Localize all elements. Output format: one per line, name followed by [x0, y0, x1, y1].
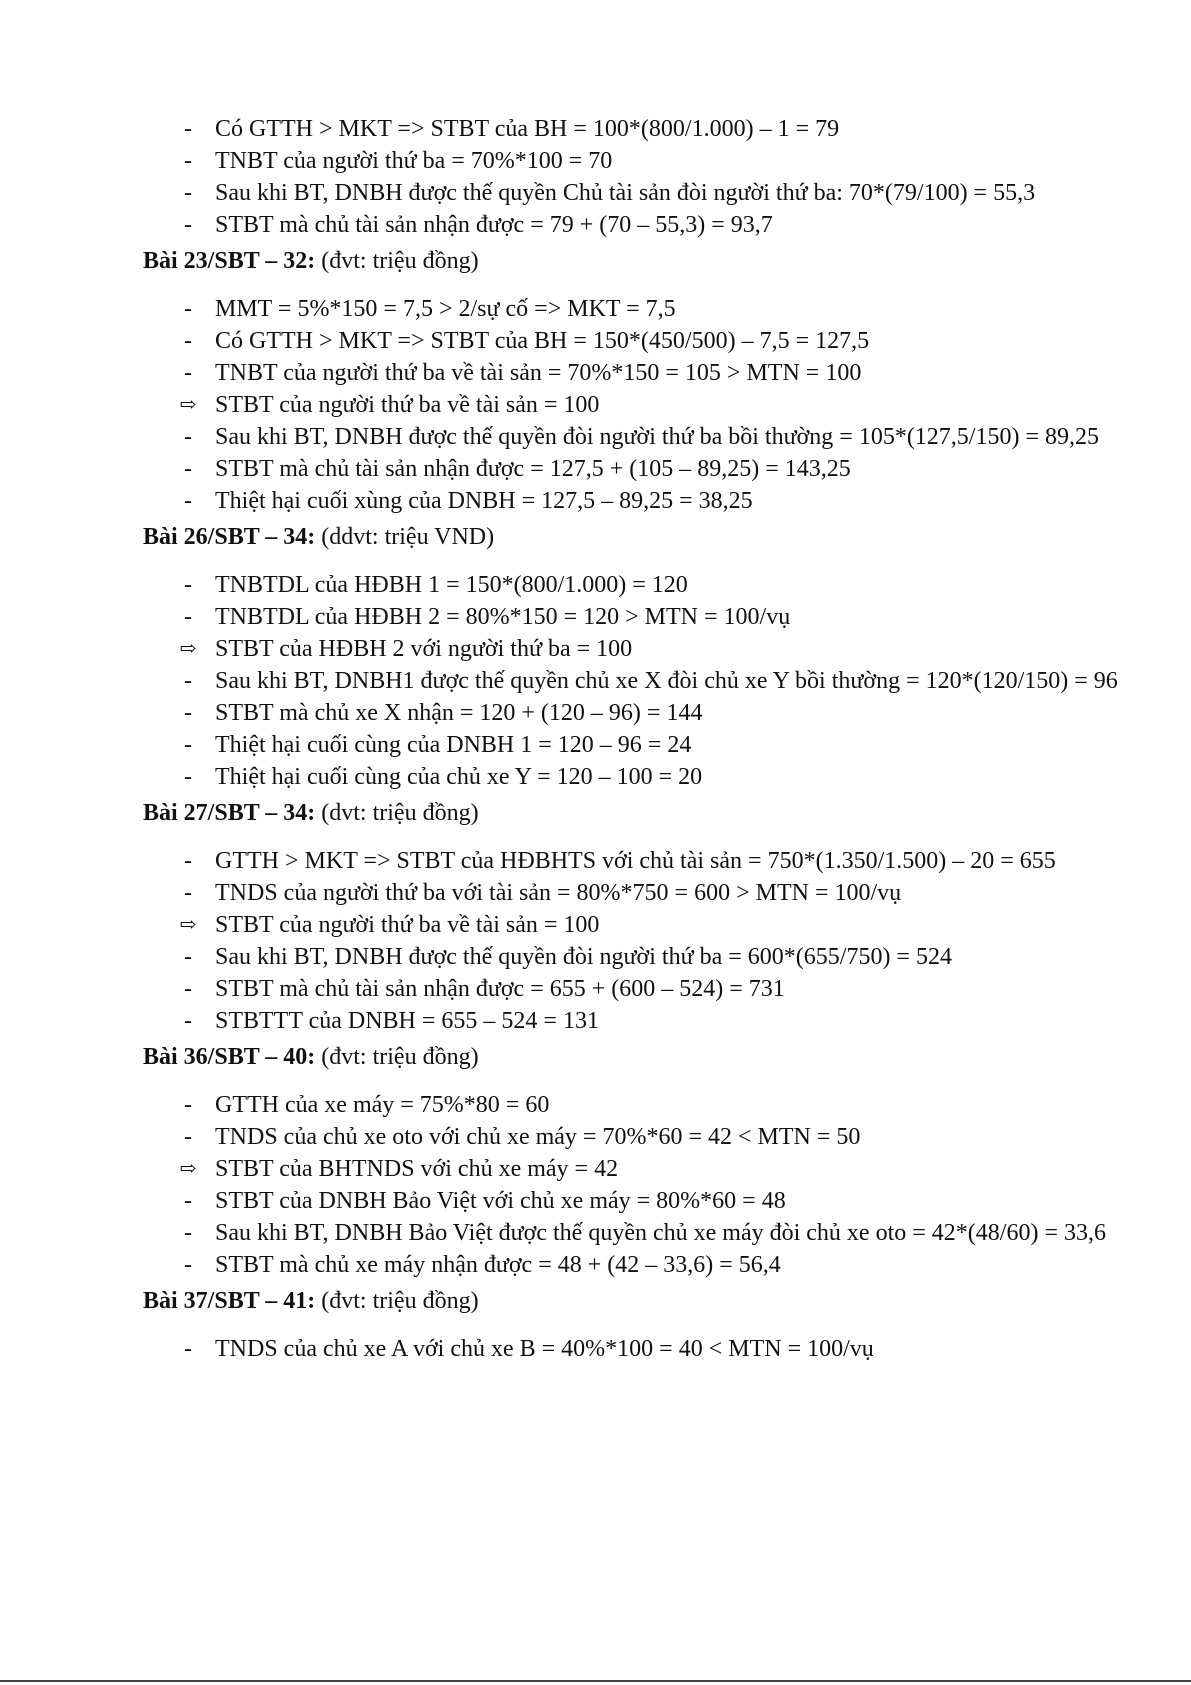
dash-bullet: - — [184, 732, 192, 758]
item-text: Có GTTH > MKT => STBT của BH = 150*(450/500) – 7,5 = 127,5 — [215, 328, 870, 354]
list-item — [143, 1153, 1133, 1185]
dash-bullet: - — [184, 572, 192, 598]
item-text: TNDS của chủ xe A với chủ xe B = 40%*100 = 40 < MTN = 100/vụ — [215, 1336, 874, 1362]
dash-bullet: - — [184, 1252, 192, 1278]
dash-bullet: - — [184, 488, 192, 514]
item-text: TNBT của người thứ ba = 70%*100 = 70 — [215, 148, 613, 174]
list-item — [143, 845, 1133, 877]
list-item — [143, 293, 1133, 325]
bullet-list — [143, 1089, 1133, 1281]
section-bai-36 — [143, 1041, 1133, 1281]
dash-bullet: - — [184, 116, 192, 142]
section-bai-37 — [143, 1285, 1133, 1365]
dash-bullet: - — [184, 296, 192, 322]
heading-unit: (đvt: triệu đồng) — [315, 1288, 479, 1314]
item-text: Sau khi BT, DNBH được thế quyền đòi người thứ ba = 600*(655/750) = 524 — [215, 944, 952, 970]
item-text: STBT mà chủ tài sản nhận được = 655 + (600 – 524) = 731 — [215, 976, 785, 1002]
section-heading — [143, 521, 1133, 553]
item-text: STBT của HĐBH 2 với người thứ ba = 100 — [215, 636, 633, 662]
bullet-list — [143, 569, 1133, 793]
section-continuation — [143, 113, 1133, 241]
dash-bullet: - — [184, 212, 192, 238]
list-item — [143, 729, 1133, 761]
item-text: TNBT của người thứ ba về tài sản = 70%*150 = 105 > MTN = 100 — [215, 360, 862, 386]
list-item — [143, 1121, 1133, 1153]
list-item — [143, 1217, 1133, 1249]
item-text: STBT mà chủ tài sản nhận được = 127,5 + (105 – 89,25) = 143,25 — [215, 456, 851, 482]
bullet-list — [143, 1333, 1133, 1365]
heading-unit: (dvt: triệu đồng) — [315, 800, 479, 826]
item-text: STBT của DNBH Bảo Việt với chủ xe máy = 80%*60 = 48 — [215, 1188, 786, 1214]
bullet-list — [143, 293, 1133, 517]
list-item — [143, 941, 1133, 973]
heading-title: Bài 26/SBT – 34: — [143, 524, 316, 550]
dash-bullet: - — [184, 944, 192, 970]
dash-bullet: - — [184, 700, 192, 726]
section-heading — [143, 1285, 1133, 1317]
item-text: Có GTTH > MKT => STBT của BH = 100*(800/1.000) – 1 = 79 — [215, 116, 840, 142]
item-text: STBT của người thứ ba về tài sản = 100 — [215, 392, 600, 418]
item-text: Sau khi BT, DNBH1 được thế quyền chủ xe X đòi chủ xe Y bồi thường = 120*(120/150) = 96 — [215, 668, 1118, 694]
dash-bullet: - — [184, 456, 192, 482]
list-item — [143, 877, 1133, 909]
item-text: Thiệt hại cuối cùng của chủ xe Y = 120 – 100 = 20 — [215, 764, 703, 790]
item-text: TNBTDL của HĐBH 1 = 150*(800/1.000) = 120 — [215, 572, 688, 598]
item-text: MMT = 5%*150 = 7,5 > 2/sự cố => MKT = 7,5 — [215, 296, 676, 322]
item-text: TNBTDL của HĐBH 2 = 80%*150 = 120 > MTN = 100/vụ — [215, 604, 791, 630]
document-body — [143, 113, 1133, 1365]
section-heading — [143, 245, 1133, 277]
item-text: TNDS của người thứ ba với tài sản = 80%*750 = 600 > MTN = 100/vụ — [215, 880, 902, 906]
item-text: STBT mà chủ tài sản nhận được = 79 + (70 – 55,3) = 93,7 — [215, 212, 773, 238]
page-bottom-rule — [0, 1680, 1191, 1682]
dash-bullet: - — [184, 360, 192, 386]
dash-bullet: - — [184, 764, 192, 790]
arrow-icon: ⇨ — [179, 638, 197, 660]
list-item — [143, 909, 1133, 941]
item-text: Sau khi BT, DNBH Bảo Việt được thế quyền chủ xe máy đòi chủ xe oto = 42*(48/60) = 33,6 — [215, 1220, 1106, 1246]
list-item — [143, 209, 1133, 241]
list-item — [143, 389, 1133, 421]
dash-bullet: - — [184, 148, 192, 174]
dash-bullet: - — [184, 424, 192, 450]
dash-bullet: - — [184, 668, 192, 694]
item-text: STBT của người thứ ba về tài sản = 100 — [215, 912, 600, 938]
dash-bullet: - — [184, 1124, 192, 1150]
item-text: Thiệt hại cuối xùng của DNBH = 127,5 – 89,25 = 38,25 — [215, 488, 753, 514]
list-item — [143, 601, 1133, 633]
dash-bullet: - — [184, 604, 192, 630]
arrow-icon: ⇨ — [179, 914, 197, 936]
item-text: STBT mà chủ xe X nhận = 120 + (120 – 96) = 144 — [215, 700, 703, 726]
arrow-icon: ⇨ — [179, 1158, 197, 1180]
item-text: STBTTT của DNBH = 655 – 524 = 131 — [215, 1008, 599, 1034]
item-text: STBT của BHTNDS với chủ xe máy = 42 — [215, 1156, 619, 1182]
list-item — [143, 697, 1133, 729]
heading-title: Bài 36/SBT – 40: — [143, 1044, 316, 1070]
dash-bullet: - — [184, 180, 192, 206]
dash-bullet: - — [184, 1188, 192, 1214]
section-bai-27 — [143, 797, 1133, 1037]
item-text: GTTH của xe máy = 75%*80 = 60 — [215, 1092, 550, 1118]
dash-bullet: - — [184, 880, 192, 906]
list-item — [143, 1333, 1133, 1365]
list-item — [143, 633, 1133, 665]
section-heading — [143, 797, 1133, 829]
heading-title: Bài 37/SBT – 41: — [143, 1288, 316, 1314]
list-item — [143, 145, 1133, 177]
dash-bullet: - — [184, 1092, 192, 1118]
heading-unit: (đvt: triệu đồng) — [315, 248, 479, 274]
item-text: Sau khi BT, DNBH được thế quyền đòi người thứ ba bồi thường = 105*(127,5/150) = 89,25 — [215, 424, 1100, 450]
list-item — [143, 665, 1133, 697]
item-text: Thiệt hại cuối cùng của DNBH 1 = 120 – 96 = 24 — [215, 732, 692, 758]
list-item — [143, 1089, 1133, 1121]
arrow-icon: ⇨ — [179, 394, 197, 416]
list-item — [143, 1005, 1133, 1037]
section-heading — [143, 1041, 1133, 1073]
heading-unit: (ddvt: triệu VND) — [315, 524, 495, 550]
list-item — [143, 569, 1133, 601]
section-bai-23 — [143, 245, 1133, 517]
list-item — [143, 325, 1133, 357]
bullet-list — [143, 845, 1133, 1037]
bullet-list — [143, 113, 1133, 241]
heading-title: Bài 27/SBT – 34: — [143, 800, 316, 826]
list-item — [143, 761, 1133, 793]
section-bai-26 — [143, 521, 1133, 793]
dash-bullet: - — [184, 848, 192, 874]
list-item — [143, 357, 1133, 389]
list-item — [143, 485, 1133, 517]
list-item — [143, 973, 1133, 1005]
heading-unit: (đvt: triệu đồng) — [315, 1044, 479, 1070]
item-text: GTTH > MKT => STBT của HĐBHTS với chủ tài sản = 750*(1.350/1.500) – 20 = 655 — [215, 848, 1056, 874]
item-text: STBT mà chủ xe máy nhận được = 48 + (42 – 33,6) = 56,4 — [215, 1252, 781, 1278]
list-item — [143, 453, 1133, 485]
dash-bullet: - — [184, 328, 192, 354]
list-item — [143, 421, 1133, 453]
item-text: Sau khi BT, DNBH được thế quyền Chủ tài sản đòi người thứ ba: 70*(79/100) = 55,3 — [215, 180, 1036, 206]
dash-bullet: - — [184, 1336, 192, 1362]
list-item — [143, 113, 1133, 145]
heading-title: Bài 23/SBT – 32: — [143, 248, 316, 274]
dash-bullet: - — [184, 1008, 192, 1034]
dash-bullet: - — [184, 1220, 192, 1246]
list-item — [143, 1249, 1133, 1281]
dash-bullet: - — [184, 976, 192, 1002]
list-item — [143, 177, 1133, 209]
list-item — [143, 1185, 1133, 1217]
item-text: TNDS của chủ xe oto với chủ xe máy = 70%*60 = 42 < MTN = 50 — [215, 1124, 861, 1150]
